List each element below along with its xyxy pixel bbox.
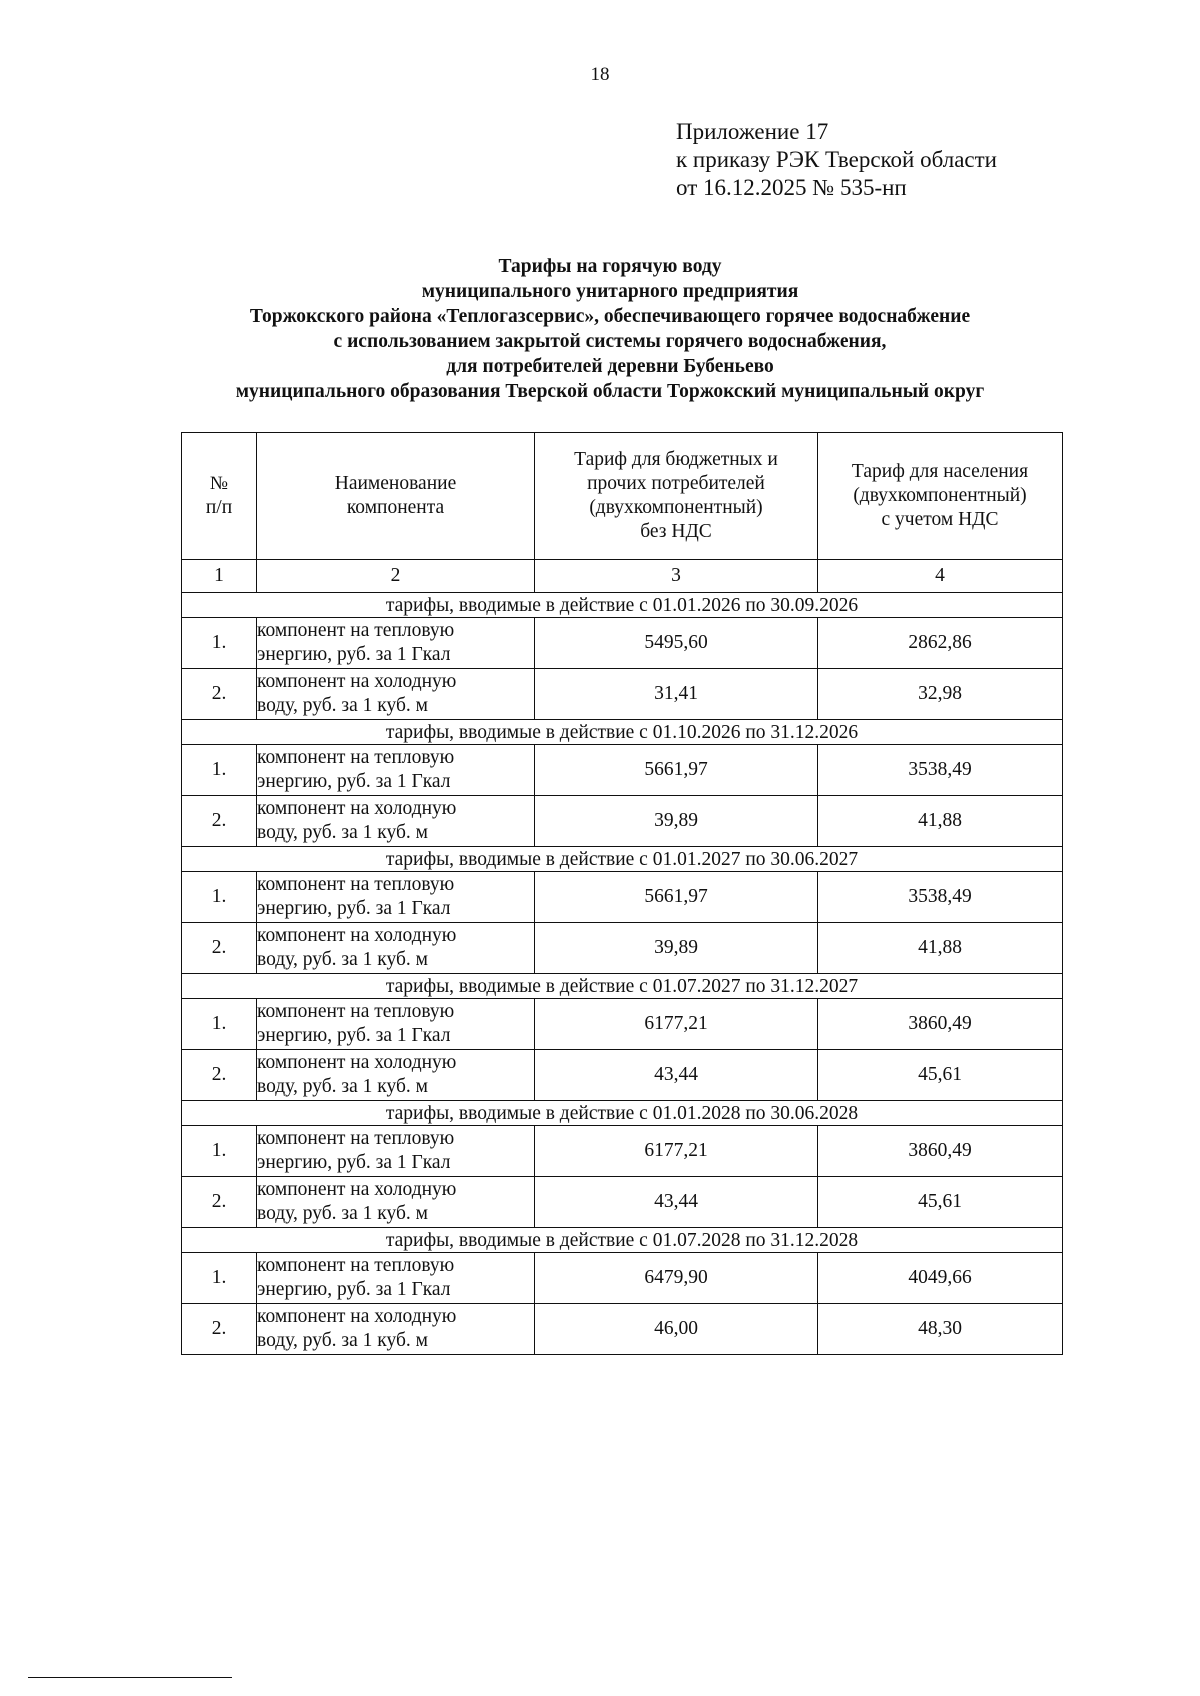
component-name-line: воду, руб. за 1 куб. м (257, 822, 428, 843)
period-label: тарифы, вводимые в действие с 01.07.2027 по 31.12.2027 (182, 974, 1063, 999)
component-name (257, 796, 535, 847)
header-text: Тариф для бюджетных и (574, 449, 778, 470)
population-tariff-value: 41,88 (818, 923, 1063, 974)
row-number: 2. (182, 923, 257, 974)
population-tariff-value: 48,30 (818, 1304, 1063, 1355)
period-label: тарифы, вводимые в действие с 01.01.2026 по 30.09.2026 (182, 593, 1063, 618)
component-name-line: компонент на холодную (257, 925, 457, 946)
header-text: с учетом НДС (881, 509, 999, 530)
row-number: 2. (182, 1050, 257, 1101)
row-number: 1. (182, 618, 257, 669)
table-header-row (182, 433, 1063, 560)
footnote-divider (28, 1677, 232, 1678)
period-label: тарифы, вводимые в действие с 01.07.2028 по 31.12.2028 (182, 1228, 1063, 1253)
component-name (257, 1177, 535, 1228)
header-text: (двухкомпонентный) (853, 485, 1027, 506)
row-number: 1. (182, 745, 257, 796)
component-name-line: воду, руб. за 1 куб. м (257, 1076, 428, 1097)
component-name-line: энергию, руб. за 1 Гкал (257, 1152, 451, 1173)
component-name-line: компонент на тепловую (257, 620, 455, 641)
table-row (182, 745, 1063, 796)
column-index: 3 (535, 560, 818, 593)
component-name-line: компонент на холодную (257, 671, 457, 692)
row-number: 1. (182, 872, 257, 923)
header-population-tariff (818, 433, 1063, 560)
appendix-line: от 16.12.2025 № 535-нп (676, 175, 907, 200)
component-name-line: компонент на холодную (257, 798, 457, 819)
header-text: № (209, 473, 229, 494)
component-name-line: компонент на тепловую (257, 747, 455, 768)
period-row (182, 847, 1063, 872)
period-label: тарифы, вводимые в действие с 01.10.2026 по 31.12.2026 (182, 720, 1063, 745)
table-row (182, 999, 1063, 1050)
population-tariff-value: 41,88 (818, 796, 1063, 847)
appendix-reference (676, 118, 997, 202)
table-row (182, 1304, 1063, 1355)
row-number: 2. (182, 669, 257, 720)
component-name-line: энергию, руб. за 1 Гкал (257, 898, 451, 919)
period-label: тарифы, вводимые в действие с 01.01.2027 по 30.06.2027 (182, 847, 1063, 872)
header-text: Наименование (334, 473, 457, 494)
component-name-line: энергию, руб. за 1 Гкал (257, 644, 451, 665)
row-number: 2. (182, 1304, 257, 1355)
component-name-line: компонент на тепловую (257, 1128, 455, 1149)
row-number: 1. (182, 1126, 257, 1177)
component-name-line: компонент на тепловую (257, 1001, 455, 1022)
period-row (182, 720, 1063, 745)
header-number (182, 433, 257, 560)
title-line: для потребителей деревни Бубеньево (446, 356, 774, 377)
component-name-line: компонент на тепловую (257, 1255, 455, 1276)
table-row (182, 796, 1063, 847)
component-name (257, 1253, 535, 1304)
population-tariff-value: 3860,49 (818, 1126, 1063, 1177)
header-text: п/п (205, 497, 233, 518)
component-name-line: воду, руб. за 1 куб. м (257, 949, 428, 970)
header-text: Тариф для населения (851, 461, 1029, 482)
column-index: 1 (182, 560, 257, 593)
row-number: 2. (182, 796, 257, 847)
period-row (182, 974, 1063, 999)
header-budget-tariff (535, 433, 818, 560)
component-name (257, 872, 535, 923)
component-name (257, 1050, 535, 1101)
table-row (182, 1126, 1063, 1177)
budget-tariff-value: 43,44 (535, 1177, 818, 1228)
header-text: без НДС (640, 521, 712, 542)
component-name-line: компонент на холодную (257, 1052, 457, 1073)
row-number: 1. (182, 1253, 257, 1304)
component-name-line: энергию, руб. за 1 Гкал (257, 1025, 451, 1046)
title-line: Тарифы на горячую воду (498, 256, 722, 277)
component-name (257, 745, 535, 796)
title-line: Торжокского района «Теплогазсервис», обеспечивающего горячее водоснабжение (249, 306, 971, 327)
component-name-line: воду, руб. за 1 куб. м (257, 1203, 428, 1224)
budget-tariff-value: 6479,90 (535, 1253, 818, 1304)
period-row (182, 1101, 1063, 1126)
budget-tariff-value: 39,89 (535, 923, 818, 974)
row-number: 2. (182, 1177, 257, 1228)
table-row (182, 669, 1063, 720)
budget-tariff-value: 31,41 (535, 669, 818, 720)
population-tariff-value: 3538,49 (818, 745, 1063, 796)
budget-tariff-value: 5661,97 (535, 745, 818, 796)
component-name (257, 1126, 535, 1177)
appendix-line: Приложение 17 (676, 119, 829, 144)
population-tariff-value: 3860,49 (818, 999, 1063, 1050)
column-index: 2 (257, 560, 535, 593)
header-text: (двухкомпонентный) (589, 497, 763, 518)
document-title (140, 254, 1080, 404)
budget-tariff-value: 6177,21 (535, 1126, 818, 1177)
component-name-line: воду, руб. за 1 куб. м (257, 1330, 428, 1351)
header-text: компонента (346, 497, 445, 518)
period-row (182, 1228, 1063, 1253)
row-number: 1. (182, 999, 257, 1050)
budget-tariff-value: 39,89 (535, 796, 818, 847)
table-row (182, 618, 1063, 669)
header-text: прочих потребителей (587, 473, 765, 494)
column-index: 4 (818, 560, 1063, 593)
table-row (182, 1177, 1063, 1228)
component-name-line: компонент на тепловую (257, 874, 455, 895)
component-name-line: компонент на холодную (257, 1306, 457, 1327)
population-tariff-value: 4049,66 (818, 1253, 1063, 1304)
appendix-line: к приказу РЭК Тверской области (676, 147, 997, 172)
population-tariff-value: 2862,86 (818, 618, 1063, 669)
table-row (182, 923, 1063, 974)
table-row (182, 1050, 1063, 1101)
population-tariff-value: 3538,49 (818, 872, 1063, 923)
table-row (182, 1253, 1063, 1304)
component-name (257, 923, 535, 974)
component-name (257, 669, 535, 720)
budget-tariff-value: 5495,60 (535, 618, 818, 669)
table-row (182, 872, 1063, 923)
component-name (257, 618, 535, 669)
page-number: 18 (590, 64, 610, 85)
component-name-line: энергию, руб. за 1 Гкал (257, 771, 451, 792)
budget-tariff-value: 43,44 (535, 1050, 818, 1101)
component-name (257, 999, 535, 1050)
population-tariff-value: 45,61 (818, 1050, 1063, 1101)
budget-tariff-value: 46,00 (535, 1304, 818, 1355)
component-name-line: воду, руб. за 1 куб. м (257, 695, 428, 716)
title-line: с использованием закрытой системы горячего водоснабжения, (333, 331, 887, 352)
header-component-name (257, 433, 535, 560)
tariff-table (181, 432, 1063, 1355)
title-line: муниципального унитарного предприятия (421, 281, 799, 302)
population-tariff-value: 32,98 (818, 669, 1063, 720)
budget-tariff-value: 5661,97 (535, 872, 818, 923)
tariff-table-body (182, 593, 1063, 1355)
title-line: муниципального образования Тверской области Торжокский муниципальный округ (235, 381, 985, 402)
period-row (182, 593, 1063, 618)
column-index-row (182, 560, 1063, 593)
component-name-line: компонент на холодную (257, 1179, 457, 1200)
period-label: тарифы, вводимые в действие с 01.01.2028 по 30.06.2028 (182, 1101, 1063, 1126)
budget-tariff-value: 6177,21 (535, 999, 818, 1050)
component-name-line: энергию, руб. за 1 Гкал (257, 1279, 451, 1300)
population-tariff-value: 45,61 (818, 1177, 1063, 1228)
component-name (257, 1304, 535, 1355)
